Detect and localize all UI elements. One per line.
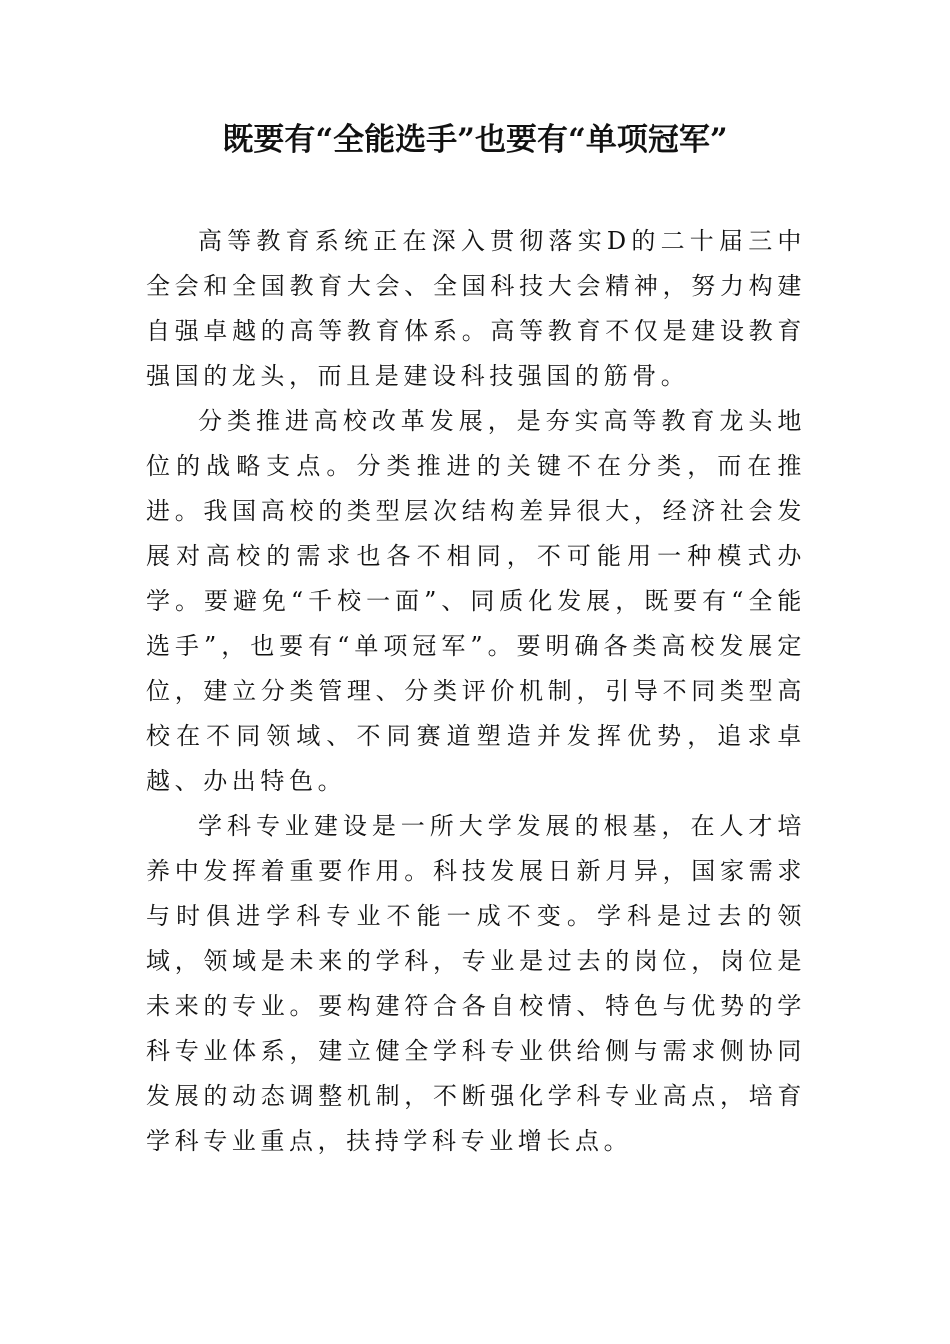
document-body (146, 219, 806, 1164)
paragraph-3: 学科专业建设是一所大学发展的根基，在人才培养中发挥着重要作用。科技发展日新月异，国家需求与时俱进学科专业不能一成不变。学科是过去的领域，领域是未来的学科，专业是过去的岗位，岗位是未来的专业。要构建符合各自校情、特色与优势的学科专业体系，建立健全学科专业供给侧与需求侧协同发展的动态调整机制，不断强化学科专业高点，培育学科专业重点，扶持学科专业增长点。 (146, 812, 806, 1155)
paragraph-1: 高等教育系统正在深入贯彻落实D的二十届三中全会和全国教育大会、全国科技大会精神，努力构建自强卓越的高等教育体系。高等教育不仅是建设教育强国的龙头，而且是建设科技强国的筋骨。 (146, 227, 806, 390)
document-title: 既要有“全能选手”也要有“单项冠军” (222, 122, 728, 158)
paragraph-2: 分类推进高校改革发展，是夯实高等教育龙头地位的战略支点。分类推进的关键不在分类，而在推进。我国高校的类型层次结构差异很大，经济社会发展对高校的需求也各不相同，不可能用一种模式办学。要避免“千校一面”、同质化发展，既要有“全能选手”，也要有“单项冠军”。要明确各类高校发展定位，建立分类管理、分类评价机制，引导不同类型高校在不同领域、不同赛道塑造并发挥优势，追求卓越、办出特色。 (146, 407, 806, 795)
